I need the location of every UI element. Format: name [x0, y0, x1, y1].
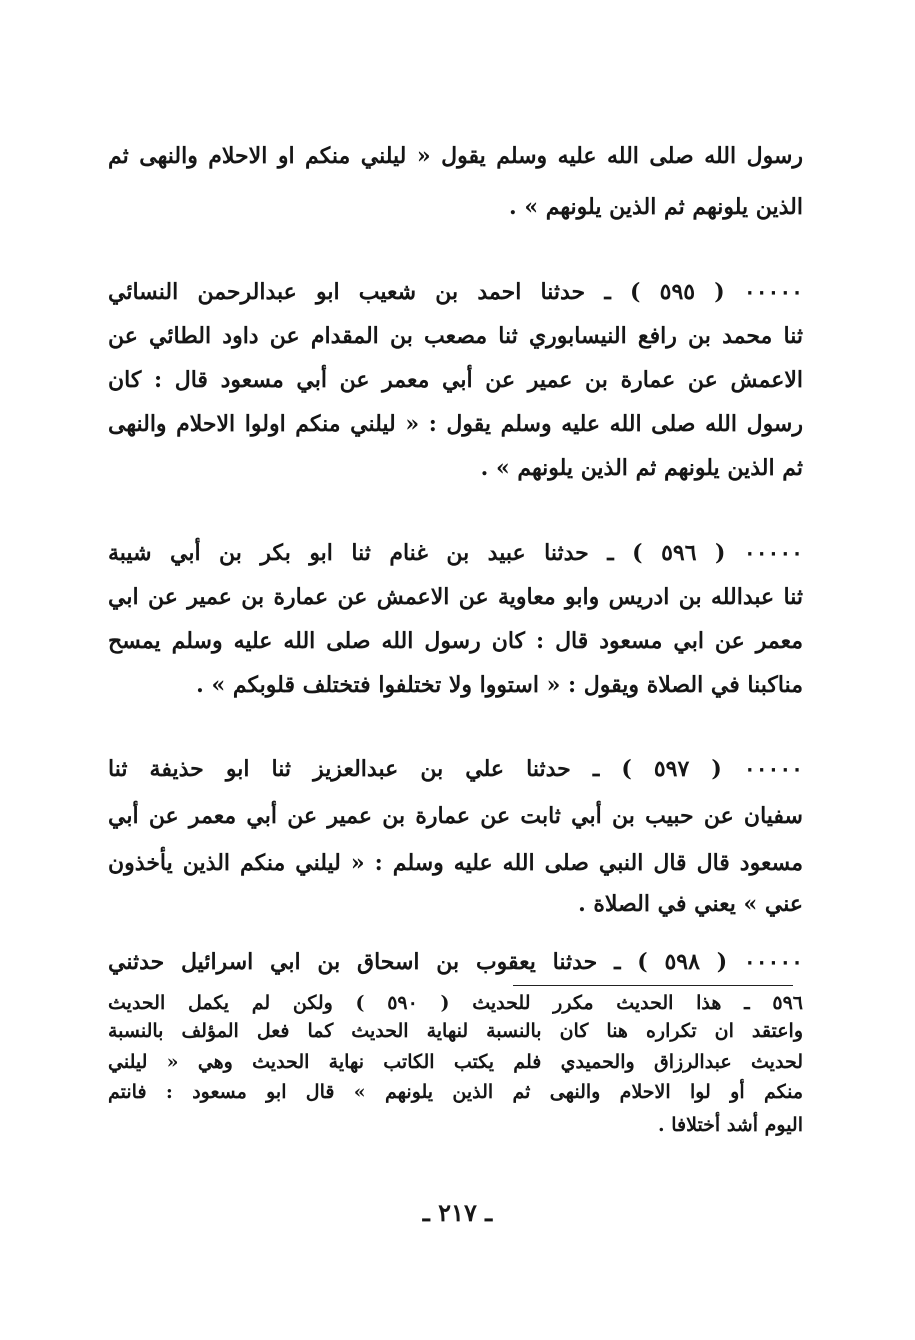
text-line: مسعود قال قال النبي صلى الله عليه وسلم : « ليلني منكم الذين يأخذون — [108, 850, 803, 876]
text-line: رسول الله صلى الله عليه وسلم يقول « ليلني منكم او الاحلام والنهى ثم — [108, 143, 803, 169]
text-line: رسول الله صلى الله عليه وسلم يقول : « ليلني منكم اولوا الاحلام والنهى — [108, 411, 803, 437]
hadith-heading-597: ٠٠٠٠٠ ( ٥٩٧ ) ـ حدثنا علي بن عبدالعزيز ثنا ابو حذيفة ثنا — [108, 756, 803, 782]
footnote-separator — [513, 985, 793, 986]
hadith-heading-596: ٠٠٠٠٠ ( ٥٩٦ ) ـ حدثنا عبيد بن غنام ثنا ابو بكر بن أبي شيبة — [108, 540, 803, 566]
text-line: ثنا عبدالله بن ادريس وابو معاوية عن الاعمش عن عمارة بن عمير عن ابي — [108, 584, 803, 610]
text-line: سفيان عن حبيب بن أبي ثابت عن عمارة بن عمير عن أبي معمر عن أبي — [108, 803, 803, 829]
footnote-line: اليوم أشد أختلافا . — [658, 1114, 803, 1136]
text-line: معمر عن ابي مسعود قال : كان رسول الله صلى الله عليه وسلم يمسح — [108, 628, 803, 654]
text-line: الذين يلونهم ثم الذين يلونهم » . — [509, 194, 803, 220]
footnote-line: واعتقد ان تكراره هنا كان بالنسبة لنهاية الحديث كما فعل المؤلف بالنسبة — [108, 1020, 803, 1042]
hadith-heading-595: ٠٠٠٠٠ ( ٥٩٥ ) ـ حدثنا احمد بن شعيب ابو عبدالرحمن النسائي — [108, 279, 803, 305]
text-line: ثنا محمد بن رافع النيسابوري ثنا مصعب بن المقدام عن داود الطائي عن — [108, 323, 803, 349]
footnote-line: لحديث عبدالرزاق والحميدي فلم يكتب الكاتب نهاية الحديث وهي « ليلني — [108, 1051, 803, 1073]
footnote-line: ٥٩٦ ـ هذا الحديث مكرر للحديث ( ٥٩٠ ) ولكن لم يكمل الحديث — [108, 992, 803, 1014]
text-line: ثم الذين يلونهم ثم الذين يلونهم » . — [480, 455, 803, 481]
text-line: الاعمش عن عمارة بن عمير عن أبي معمر عن أبي مسعود قال : كان — [108, 367, 803, 393]
text-line: عني » يعني في الصلاة . — [578, 891, 803, 917]
hadith-heading-598: ٠٠٠٠٠ ( ٥٩٨ ) ـ حدثنا يعقوب بن اسحاق بن ابي اسرائيل حدثني — [108, 949, 803, 975]
text-line: مناكبنا في الصلاة ويقول : « استووا ولا تختلفوا فتختلف قلوبكم » . — [196, 672, 803, 698]
page-number: ـ ٢١٧ ـ — [422, 1198, 493, 1227]
footnote-line: منكم أو لوا الاحلام والنهى ثم الذين يلونهم » قال ابو مسعود : فانتم — [108, 1081, 803, 1103]
